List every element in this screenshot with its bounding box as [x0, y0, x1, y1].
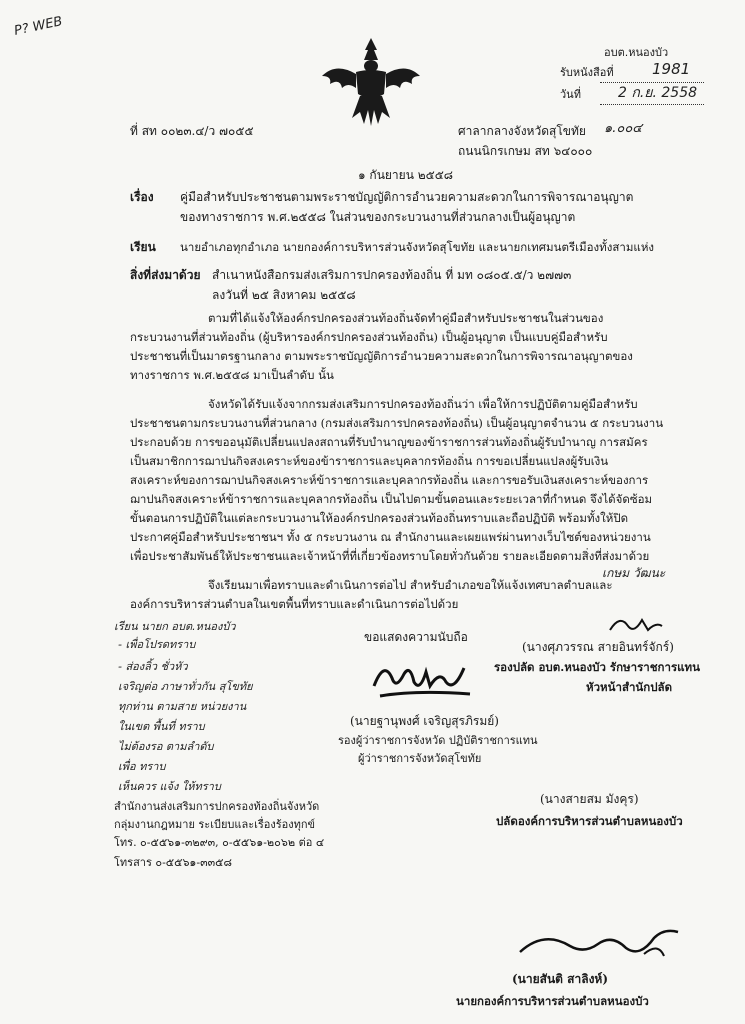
para2-line: ฌาปนกิจสงเคราะห์ข้าราชการและบุคลากรท้องถิ่น เป็นไปตามขั้นตอนและระยะเวลาที่กำหนด จึงได้จัดซ้อม [130, 492, 653, 506]
signature-2-name: (นางสายสม มังคุร) [540, 792, 639, 806]
sender-office-note: ๑.๐๐๔ [604, 121, 643, 136]
subject-line-1: คู่มือสำหรับประชาชนตามพระราชบัญญัติการอำนวยความสะดวกในการพิจารณาอนุญาต [180, 190, 634, 204]
garuda-emblem-icon [316, 32, 426, 132]
signature-1-title-2: หัวหน้าสำนักปลัด [586, 680, 673, 694]
handwritten-note: เพื่อ ทราบ [118, 760, 166, 773]
signature-3-icon [514, 920, 684, 966]
to-text: นายอำเภอทุกอำเภอ นายกองค์การบริหารส่วนจังหวัดสุโขทัย และนายกเทศมนตรีเมืองทั้งสามแห่ง [180, 240, 655, 254]
handwritten-note: ทุกท่าน ตามสาย หน่วยงาน [118, 700, 247, 713]
para3-line: องค์การบริหารส่วนตำบลในเขตพื้นที่ทราบและดำเนินการต่อไปด้วย [130, 597, 459, 611]
enclosure-label: สิ่งที่ส่งมาด้วย [130, 268, 201, 282]
handwritten-note: ในเขต พื้นที่ ทราบ [118, 720, 205, 733]
para1-line: ทางราชการ พ.ศ.๒๕๕๘ มาเป็นลำดับ นั้น [130, 368, 334, 382]
para2-line: จังหวัดได้รับแจ้งจากกรมส่งเสริมการปกครองท้องถิ่นว่า เพื่อให้การปฏิบัติตามคู่มือสำหรับ [208, 397, 638, 411]
signature-1-name: (นางศุภวรรณ สายอินทร์จักร์) [522, 640, 674, 654]
para3-line: จึงเรียนมาเพื่อทราบและดำเนินการต่อไป สำหรับอำเภอขอให้แจ้งเทศบาลตำบลและ [208, 578, 613, 592]
stamp-received-label: รับหนังสือที่ [560, 66, 614, 79]
subject-line-2: ของทางราชการ พ.ศ.๒๕๕๘ ในส่วนของกระบวนงานที่ส่วนกลางเป็นผู้อนุญาต [180, 210, 576, 224]
para2-line: เป็นสมาชิกการฌาปนกิจสงเคราะห์ของข้าราชการและบุคลากรท้องถิ่น การขอเปลี่ยนแปลงผู้รับเงิน [130, 454, 609, 468]
signature-1-title-1: รองปลัด อบต.หนองบัว รักษาราชการแทน [494, 660, 700, 674]
enclosure-line-1: สำเนาหนังสือกรมส่งเสริมการปกครองท้องถิ่น ที่ มท ๐๘๐๕.๕/ว ๒๗๗๓ [212, 268, 572, 282]
document-number: ที่ สท ๐๐๒๓.๔/ว ๗๐๕๕ [130, 124, 254, 138]
handwritten-note: เจริญต่อ ภาษาทั่วกัน สุโขทัย [118, 680, 253, 693]
stamp-date: 2 ก.ย. 2558 [618, 85, 698, 101]
closing: ขอแสดงความนับถือ [364, 630, 468, 644]
stamp-office: อบต.หนองบัว [604, 46, 669, 59]
governor-title-2: ผู้ว่าราชการจังหวัดสุโขทัย [358, 752, 482, 765]
footer-group: กลุ่มงานกฎหมาย ระเบียบและเรื่องร้องทุกข์ [114, 818, 316, 831]
signature-2-title: ปลัดองค์การบริหารส่วนตำบลหนองบัว [496, 814, 683, 828]
stamp-date-label: วันที่ [560, 88, 581, 101]
signature-3-name: (นายสันติ สาลิงห์) [512, 972, 609, 986]
para2-line: สงเคราะห์ของการฌาปนกิจสงเคราะห์ข้าราชการและบุคลากรท้องถิ่น และการขอรับเงินสงเคราะห์ของการ [130, 473, 649, 487]
signature-1-icon [606, 612, 666, 636]
sender-office: ศาลากลางจังหวัดสุโขทัย [458, 124, 586, 138]
document-date: ๑ กันยายน ๒๕๕๘ [358, 168, 454, 182]
para1-line: ตามที่ได้แจ้งให้องค์กรปกครองส่วนท้องถิ่นจัดทำคู่มือสำหรับประชาชนในส่วนของ [208, 311, 604, 325]
signature-3-title: นายกองค์การบริหารส่วนตำบลหนองบัว [456, 994, 649, 1008]
received-stamp [560, 44, 708, 114]
margin-note: P? WEB [12, 14, 64, 39]
handwritten-note: ไม่ต้องรอ ตามลำดับ [118, 740, 214, 753]
para1-line: กระบวนงานที่ส่วนท้องถิ่น (ผู้บริหารองค์กรปกครองส่วนท้องถิ่น) เป็นผู้อนุญาต เป็นแบบคู่มือสำหรับ [130, 330, 608, 344]
footer-fax: โทรสาร ๐-๕๕๖๑-๓๓๕๘ [114, 856, 232, 869]
to-label: เรียน [130, 240, 156, 254]
handwritten-note: เรียน นายก อบต.หนองบัว [114, 620, 236, 633]
sender-address: ถนนนิกรเกษม สท ๖๔๐๐๐ [458, 144, 593, 158]
stamp-received-no: 1981 [652, 60, 691, 78]
para2-line: ประชาชนตามกระบวนงานที่ส่วนกลาง (กรมส่งเสริมการปกครองท้องถิ่น) เป็นผู้อนุญาตจำนวน ๕ กระบวนงาน [130, 416, 664, 430]
para2-line: ประกอบด้วย การขออนุมัติเปลี่ยนแปลงสถานที่รับบำนาญของข้าราชการส่วนท้องถิ่นผู้รับบำนาญ การสมัคร [130, 435, 648, 449]
para2-line: เพื่อประชาสัมพันธ์ให้ประชาชนและเจ้าหน้าที่ที่เกี่ยวข้องทราบโดยทั่วกันด้วย รายละเอียดตามสิ่งที่ส่งมาด้วย [130, 549, 650, 563]
para1-line: ประชาชนที่เป็นมาตรฐานกลาง ตามพระราชบัญญัติการอำนวยความสะดวกในการพิจารณาอนุญาตของ [130, 349, 633, 363]
para2-line: ขั้นตอนการปฏิบัติในแต่ละกระบวนงานให้องค์กรปกครองส่วนท้องถิ่นทราบและถือปฏิบัติ พร้อมทั้งให้ปิด [130, 511, 629, 525]
subject-label: เรื่อง [130, 190, 154, 204]
handwritten-note: - เพื่อโปรดทราบ [118, 638, 196, 651]
governor-title-1: รองผู้ว่าราชการจังหวัด ปฏิบัติราชการแทน [338, 734, 538, 747]
handwritten-note: - ส่องลิ้ว ชั่วหัว [118, 660, 188, 673]
footer-office: สำนักงานส่งเสริมการปกครองท้องถิ่นจังหวัด [114, 800, 320, 813]
footer-tel: โทร. ๐-๕๕๖๑-๓๒๙๓, ๐-๕๕๖๑-๒๐๖๒ ต่อ ๔ [114, 836, 325, 849]
governor-name: (นายฐานุพงศ์ เจริญสุรภิรมย์) [350, 714, 499, 728]
para2-line: ประกาศคู่มือสำหรับประชาชนฯ ทั้ง ๕ กระบวนงาน ณ สำนักงานและเผยแพร่ผ่านทางเว็บไซต์ของหน่วยงาน [130, 530, 651, 544]
handwritten-note: เห็นควร แจ้ง ให้ทราบ [118, 780, 221, 793]
para3-handwritten: เกษม วัฒนะ [602, 566, 666, 580]
enclosure-line-2: ลงวันที่ ๒๕ สิงหาคม ๒๕๕๘ [212, 288, 356, 302]
governor-signature-icon [366, 652, 476, 702]
